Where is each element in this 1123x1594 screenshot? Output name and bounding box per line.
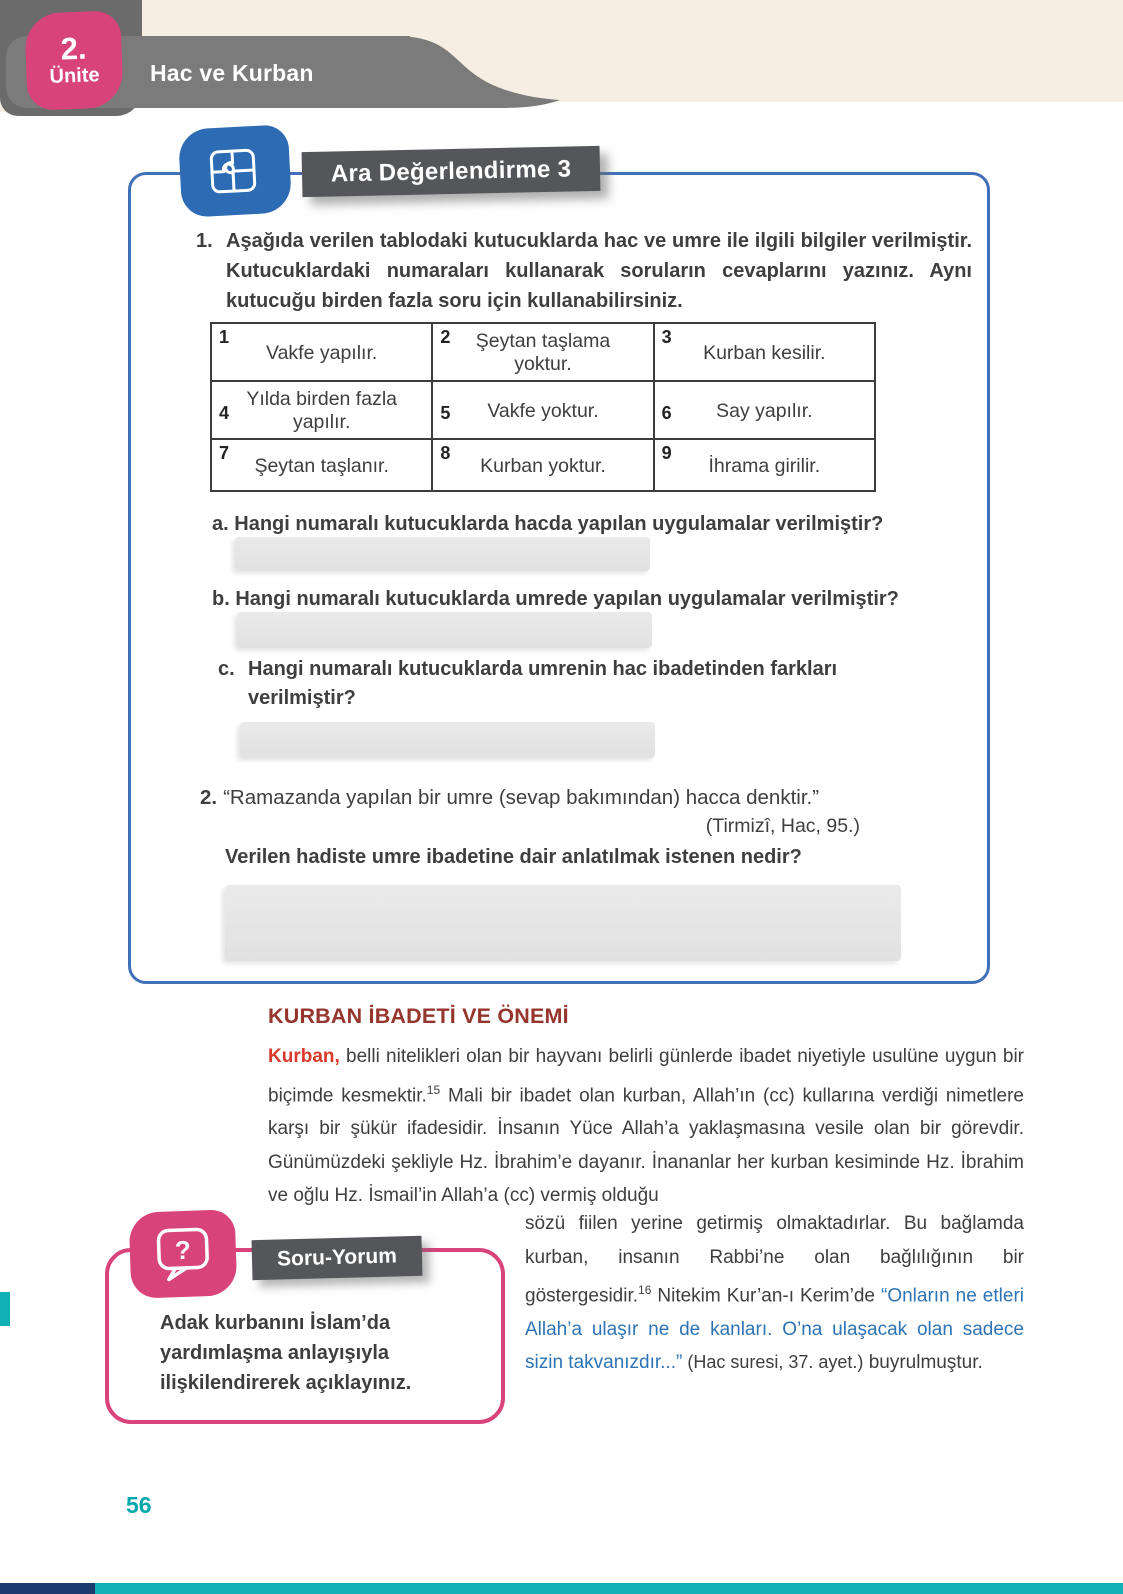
table-cell-7 [211,439,432,491]
cell-number: 2 [440,327,451,347]
cell-number: 7 [219,443,230,463]
question-2-source: (Tirmizî, Hac, 95.) [705,815,860,837]
unit-badge [24,10,123,110]
question-1-text: Aşağıda verilen tablodaki kutucuklarda hac ve umre ile ilgili bilgiler verilmiştir. Kutucuklardaki numaraları kullanarak soruların cevaplarını yazınız. Aynı kutucuğu birden fazla soru için kullanabilirsiniz. [226,230,972,312]
puzzle-icon-badge [178,124,292,218]
lead-word: Kurban, [268,1046,340,1067]
answer-box-c [240,722,655,758]
quote-source: (Hac suresi, 37. ayet.) [682,1352,864,1373]
evaluation-title: Ara Değerlendirme 3 [330,154,572,188]
cell-text: Şeytan taşlama yoktur. [475,330,611,375]
cell-text: Kurban yoktur. [480,454,606,477]
sub-question-c-label: c. [218,658,235,680]
cell-text: Say yapılır. [716,399,813,422]
question-mark-icon [150,1224,216,1284]
cell-number: 3 [661,327,672,347]
table-row [211,323,875,381]
unit-label: Ünite [49,64,100,88]
quran-quote: “Onların ne etleri Allah’a ulaşır ne de kanları. O’na ulaşacak olan sadece sizin takvanızdır...” [525,1285,1024,1374]
table-row [211,381,875,439]
soru-yorum-title-banner [252,1236,423,1280]
paragraph-text: belli nitelikleri olan bir hayvanı belirli günlerde ibadet niyetiyle usulüne uygun bir biçimde kesmektir. [268,1046,1024,1106]
cell-number: 8 [440,443,451,463]
body-paragraph-1 [268,1040,1024,1213]
soru-yorum-text: Adak kurbanını İslam’da yardımlaşma anlayışıyla ilişkilendirerek açıklayınız. [160,1312,412,1394]
cell-text: İhrama girilir. [708,454,821,477]
bottom-bar-navy [0,1583,95,1594]
info-table [210,322,876,492]
question-1-number: 1. [196,230,213,252]
question-2-prompt: Verilen hadiste umre ibadetine dair anlatılmak istenen nedir? [225,846,802,868]
sub-question-b [212,585,899,614]
question-bubble-badge [129,1209,238,1299]
cell-number: 9 [661,443,672,463]
sub-question-a-label: a. [212,513,229,535]
cell-text: Vakfe yapılır. [266,341,378,364]
table-cell-2 [432,323,653,381]
table-cell-6 [654,381,875,439]
table-cell-1 [211,323,432,381]
section-heading: KURBAN İBADETİ VE ÖNEMİ [268,1004,569,1028]
paragraph-text: buyrulmuştur. [863,1352,983,1374]
cell-number: 6 [661,403,672,423]
answer-box-2 [225,885,901,961]
cell-number: 1 [219,327,230,347]
sub-question-c-text: Hangi numaralı kutucuklarda umrenin hac ibadetinden farkları verilmiştir? [248,658,838,709]
chapter-title: Hac ve Kurban [150,60,314,86]
page-number: 56 [126,1492,152,1518]
cell-text: Vakfe yoktur. [487,399,599,422]
sub-question-a-text: Hangi numaralı kutucuklarda hacda yapılan uygulamalar verilmiştir? [234,513,884,535]
cell-text: Yılda birden fazla yapılır. [246,388,397,433]
sub-question-b-label: b. [212,588,230,610]
answer-box-a [235,537,650,571]
puzzle-icon [203,142,268,199]
question-2-number: 2. [200,786,218,809]
sub-question-c [218,655,942,713]
body-paragraph-2 [525,1207,1024,1380]
sub-question-b-text: Hangi numaralı kutucuklarda umrede yapılan uygulamalar verilmiştir? [235,588,899,610]
table-cell-9 [654,439,875,491]
table-cell-8 [432,439,653,491]
bottom-bar-teal [95,1583,1123,1594]
left-edge-accent [0,1292,10,1326]
svg-text:?: ? [174,1234,192,1266]
evaluation-title-banner [302,146,601,197]
unit-number: 2. [60,30,88,67]
answer-box-b [237,612,652,648]
soru-yorum-title: Soru-Yorum [276,1244,398,1271]
footnote-marker-16: 16 [638,1283,652,1297]
table-cell-3 [654,323,875,381]
paragraph-text: sözü fiilen yerine getirmiş olmaktadırlar. Bu bağlamda kurban, insanın Rabbi’ne olan bağlılığının bir göstergesidir. [525,1213,1024,1307]
footnote-marker-15: 15 [426,1082,441,1097]
table-cell-5 [432,381,653,439]
paragraph-text: Nitekim Kur’an-ı Kerim’de [651,1285,881,1307]
table-cell-4 [211,381,432,439]
sub-question-a [212,510,883,539]
question-2 [200,786,900,810]
question-1 [196,226,972,316]
table-row [211,439,875,491]
cell-number: 5 [440,403,451,423]
question-2-quote: “Ramazanda yapılan bir umre (sevap bakımından) hacca denktir.” [223,786,820,809]
paragraph-text: Mali bir ibadet olan kurban, Allah’ın (cc) kullarına verdiği nimetlere karşı bir şükür ifadesidir. İnsanın Yüce Allah’a yaklaşmasına vesile olan bir görevdir. Günümüzdeki şekliyle Hz. İbrahim’e dayanır. İnananlar her kurban kesiminde Hz. İbrahim ve oğlu Hz. İsmail’in Allah’a (cc) vermiş olduğu [268,1084,1024,1207]
cell-number: 4 [219,403,230,423]
cell-text: Kurban kesilir. [703,341,826,364]
cell-text: Şeytan taşlanır. [254,454,389,477]
